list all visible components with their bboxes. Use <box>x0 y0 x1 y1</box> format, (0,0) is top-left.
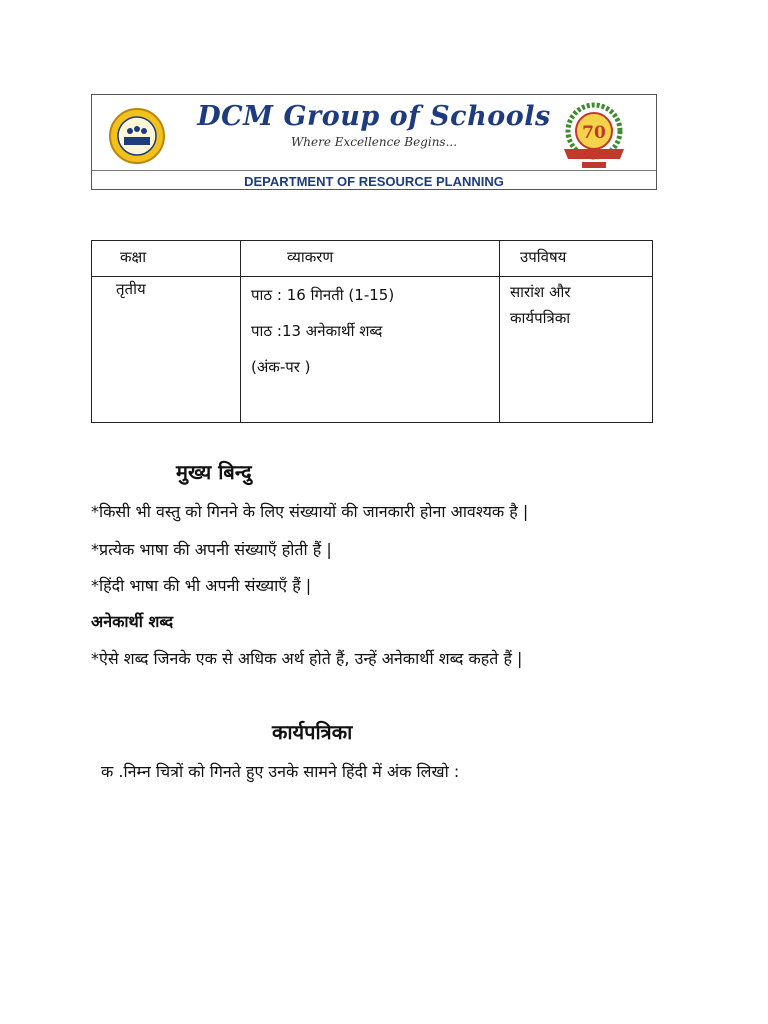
homonyms-definition: *ऐसे शब्द जिनके एक से अधिक अर्थ होते हैं, उन्हें अनेकार्थी शब्द कहते हैं | <box>91 649 523 668</box>
key-points-heading: मुख्य बिन्दु <box>176 460 252 484</box>
grammar-line: (अंक-पर ) <box>251 358 311 376</box>
key-point: *प्रत्येक भाषा की अपनी संख्याएँ होती हैं | <box>91 540 332 559</box>
letterhead <box>91 94 657 190</box>
anniversary-badge-icon <box>558 101 630 171</box>
department-title: DEPARTMENT OF RESOURCE PLANNING <box>244 174 504 189</box>
header-divider <box>92 170 656 171</box>
header-class: कक्षा <box>120 248 147 266</box>
svg-text:70: 70 <box>582 123 606 143</box>
key-point: *किसी भी वस्तु को गिनने के लिए संख्यायों की जानकारी होना आवश्यक है | <box>91 502 529 521</box>
table-row <box>92 277 653 423</box>
table-header-cell <box>241 241 500 277</box>
subtopic-line: कार्यपत्रिका <box>510 309 571 327</box>
subtopic-line: सारांश और <box>510 283 571 301</box>
grammar-lines <box>241 277 499 391</box>
class-value: तृतीय <box>116 280 146 298</box>
homonyms-heading: अनेकार्थी शब्द <box>91 612 174 631</box>
grammar-line: पाठ : 16 गिनती (1-15) <box>251 286 395 304</box>
table-header-row <box>92 241 653 277</box>
grammar-line: पाठ :13 अनेकार्थी शब्द <box>251 322 383 340</box>
table-cell <box>241 277 500 423</box>
school-name: DCM Group of Schools <box>197 101 551 132</box>
header-subtopic: उपविषय <box>520 248 567 266</box>
header-grammar: व्याकरण <box>287 248 334 266</box>
worksheet-heading: कार्यपत्रिका <box>272 720 353 744</box>
table-cell <box>92 277 241 423</box>
worksheet-task: क .निम्न चित्रों को गिनते हुए उनके सामने हिंदी में अंक लिखो : <box>101 762 460 781</box>
school-tagline: Where Excellence Begins... <box>290 135 458 149</box>
table-header-cell <box>92 241 241 277</box>
subtopic-lines <box>500 277 652 337</box>
table-header-cell <box>500 241 653 277</box>
table-cell <box>500 277 653 423</box>
key-point: *हिंदी भाषा की भी अपनी संख्याएँ हैं | <box>91 576 312 595</box>
lesson-info-table <box>91 240 653 423</box>
